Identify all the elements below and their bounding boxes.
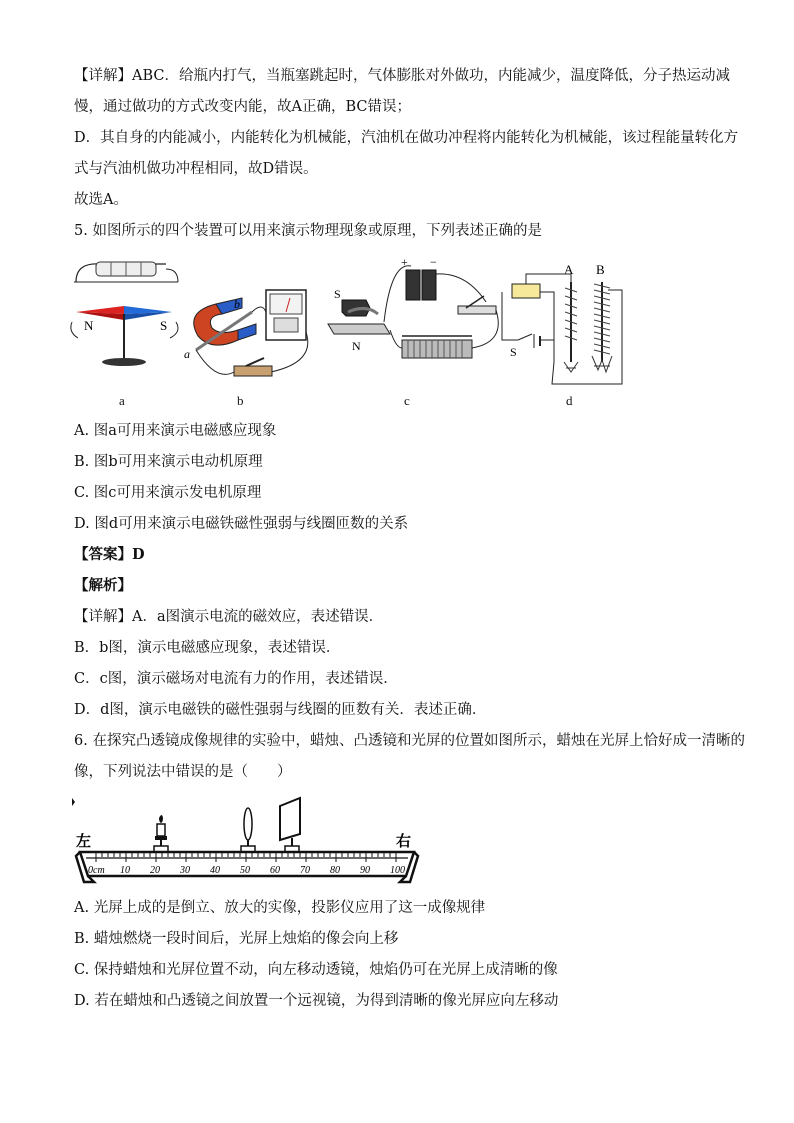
analysis-heading: 【解析】 <box>74 577 132 594</box>
bench-tick-label: 80 <box>330 865 340 876</box>
label-A: A <box>564 262 574 277</box>
left-mark: 左 <box>76 834 92 850</box>
text-line: 【详解】ABC．给瓶内打气，当瓶塞跳起时，气体膨胀对外做功，内能减少，温度降低，分子热运动减 <box>74 68 730 84</box>
label-s: S <box>510 345 517 359</box>
figure-5b <box>184 290 308 376</box>
bench-tick-label: 30 <box>180 865 190 876</box>
option-c: C. 图c可用来演示发电机原理 <box>74 485 262 501</box>
option-d: D. 若在蜡烛和凸透镜之间放置一个远视镜，为得到清晰的像光屏应向左移动 <box>74 993 559 1009</box>
label-a: a <box>184 347 190 361</box>
option-a: A. 图a可用来演示电磁感应现象 <box>74 423 277 439</box>
light-screen <box>280 798 300 848</box>
detail-line: D．d图，演示电磁铁的磁性强弱与线圈的匝数有关．表述正确． <box>74 702 487 718</box>
text-line: D．其自身的内能减小，内能转化为机械能，汽油机在做功冲程将内能转化为机械能，该过程能量转化方 <box>74 130 739 146</box>
answer: 【答案】D <box>74 546 145 563</box>
option-a: A. 光屏上成的是倒立、放大的实像，投影仪应用了这一成像规律 <box>74 900 486 916</box>
bench-tick-label: 0cm <box>88 865 105 876</box>
candle <box>155 815 167 848</box>
bench-tick-label: 90 <box>360 865 370 876</box>
detail-line: C．c图，演示磁场对电流有力的作用，表述错误． <box>74 671 398 687</box>
text-line: 式与汽油机做功冲程相同，故D错误。 <box>74 161 318 177</box>
bench-tick-label: 20 <box>150 865 160 876</box>
label-b: b <box>234 297 240 311</box>
figure-5d <box>502 262 622 384</box>
bench-tick-label: 10 <box>120 865 130 876</box>
caption-c: c <box>404 393 410 408</box>
label-plus: + <box>401 255 408 269</box>
label-s: S <box>160 318 168 333</box>
figure-5c <box>328 255 498 358</box>
figure-6 <box>66 796 436 888</box>
bench-tick-label: 60 <box>270 865 280 876</box>
detail-line: 【详解】A．a图演示电流的磁效应，表述错误． <box>74 609 384 625</box>
caption-b: b <box>237 393 244 408</box>
option-d: D. 图d可用来演示电磁铁磁性强弱与线圈匝数的关系 <box>74 516 409 532</box>
bench-tick-label: 100 <box>390 865 405 876</box>
label-s: S <box>334 287 341 301</box>
option-c: C. 保持蜡烛和光屏位置不动，向左移动透镜，烛焰仍可在光屏上成清晰的像 <box>74 962 558 978</box>
question-6-cont: 像，下列说法中错误的是（ ） <box>74 764 292 780</box>
question-6: 6. 在探究凸透镜成像规律的实验中，蜡烛、凸透镜和光屏的位置如图所示，蜡烛在光屏上恰好成一清晰的 <box>74 733 745 749</box>
label-n: N <box>84 318 94 333</box>
question-5: 5. 如图所示的四个装置可以用来演示物理现象或原理，下列表述正确的是 <box>74 223 542 239</box>
label-n: N <box>352 339 361 353</box>
option-b: B. 图b可用来演示电动机原理 <box>74 454 263 470</box>
bench-tick-label: 50 <box>240 865 250 876</box>
text-line: 故选A。 <box>74 192 128 208</box>
right-mark: 右 <box>396 834 412 850</box>
caption-a: a <box>119 393 125 408</box>
label-minus: − <box>430 255 437 269</box>
convex-lens <box>244 808 252 848</box>
detail-line: B．b图，演示电磁感应现象，表述错误． <box>74 640 341 656</box>
option-b: B. 蜡烛燃烧一段时间后，光屏上烛焰的像会向上移 <box>74 931 399 947</box>
bench-tick-label: 40 <box>210 865 220 876</box>
caption-d: d <box>566 393 573 408</box>
bench-tick-label: 70 <box>300 865 310 876</box>
figure-5 <box>66 252 646 412</box>
label-B: B <box>596 262 605 277</box>
text-line: 慢，通过做功的方式改变内能，故A正确，BC错误； <box>74 99 411 115</box>
figure-5a <box>71 262 178 366</box>
